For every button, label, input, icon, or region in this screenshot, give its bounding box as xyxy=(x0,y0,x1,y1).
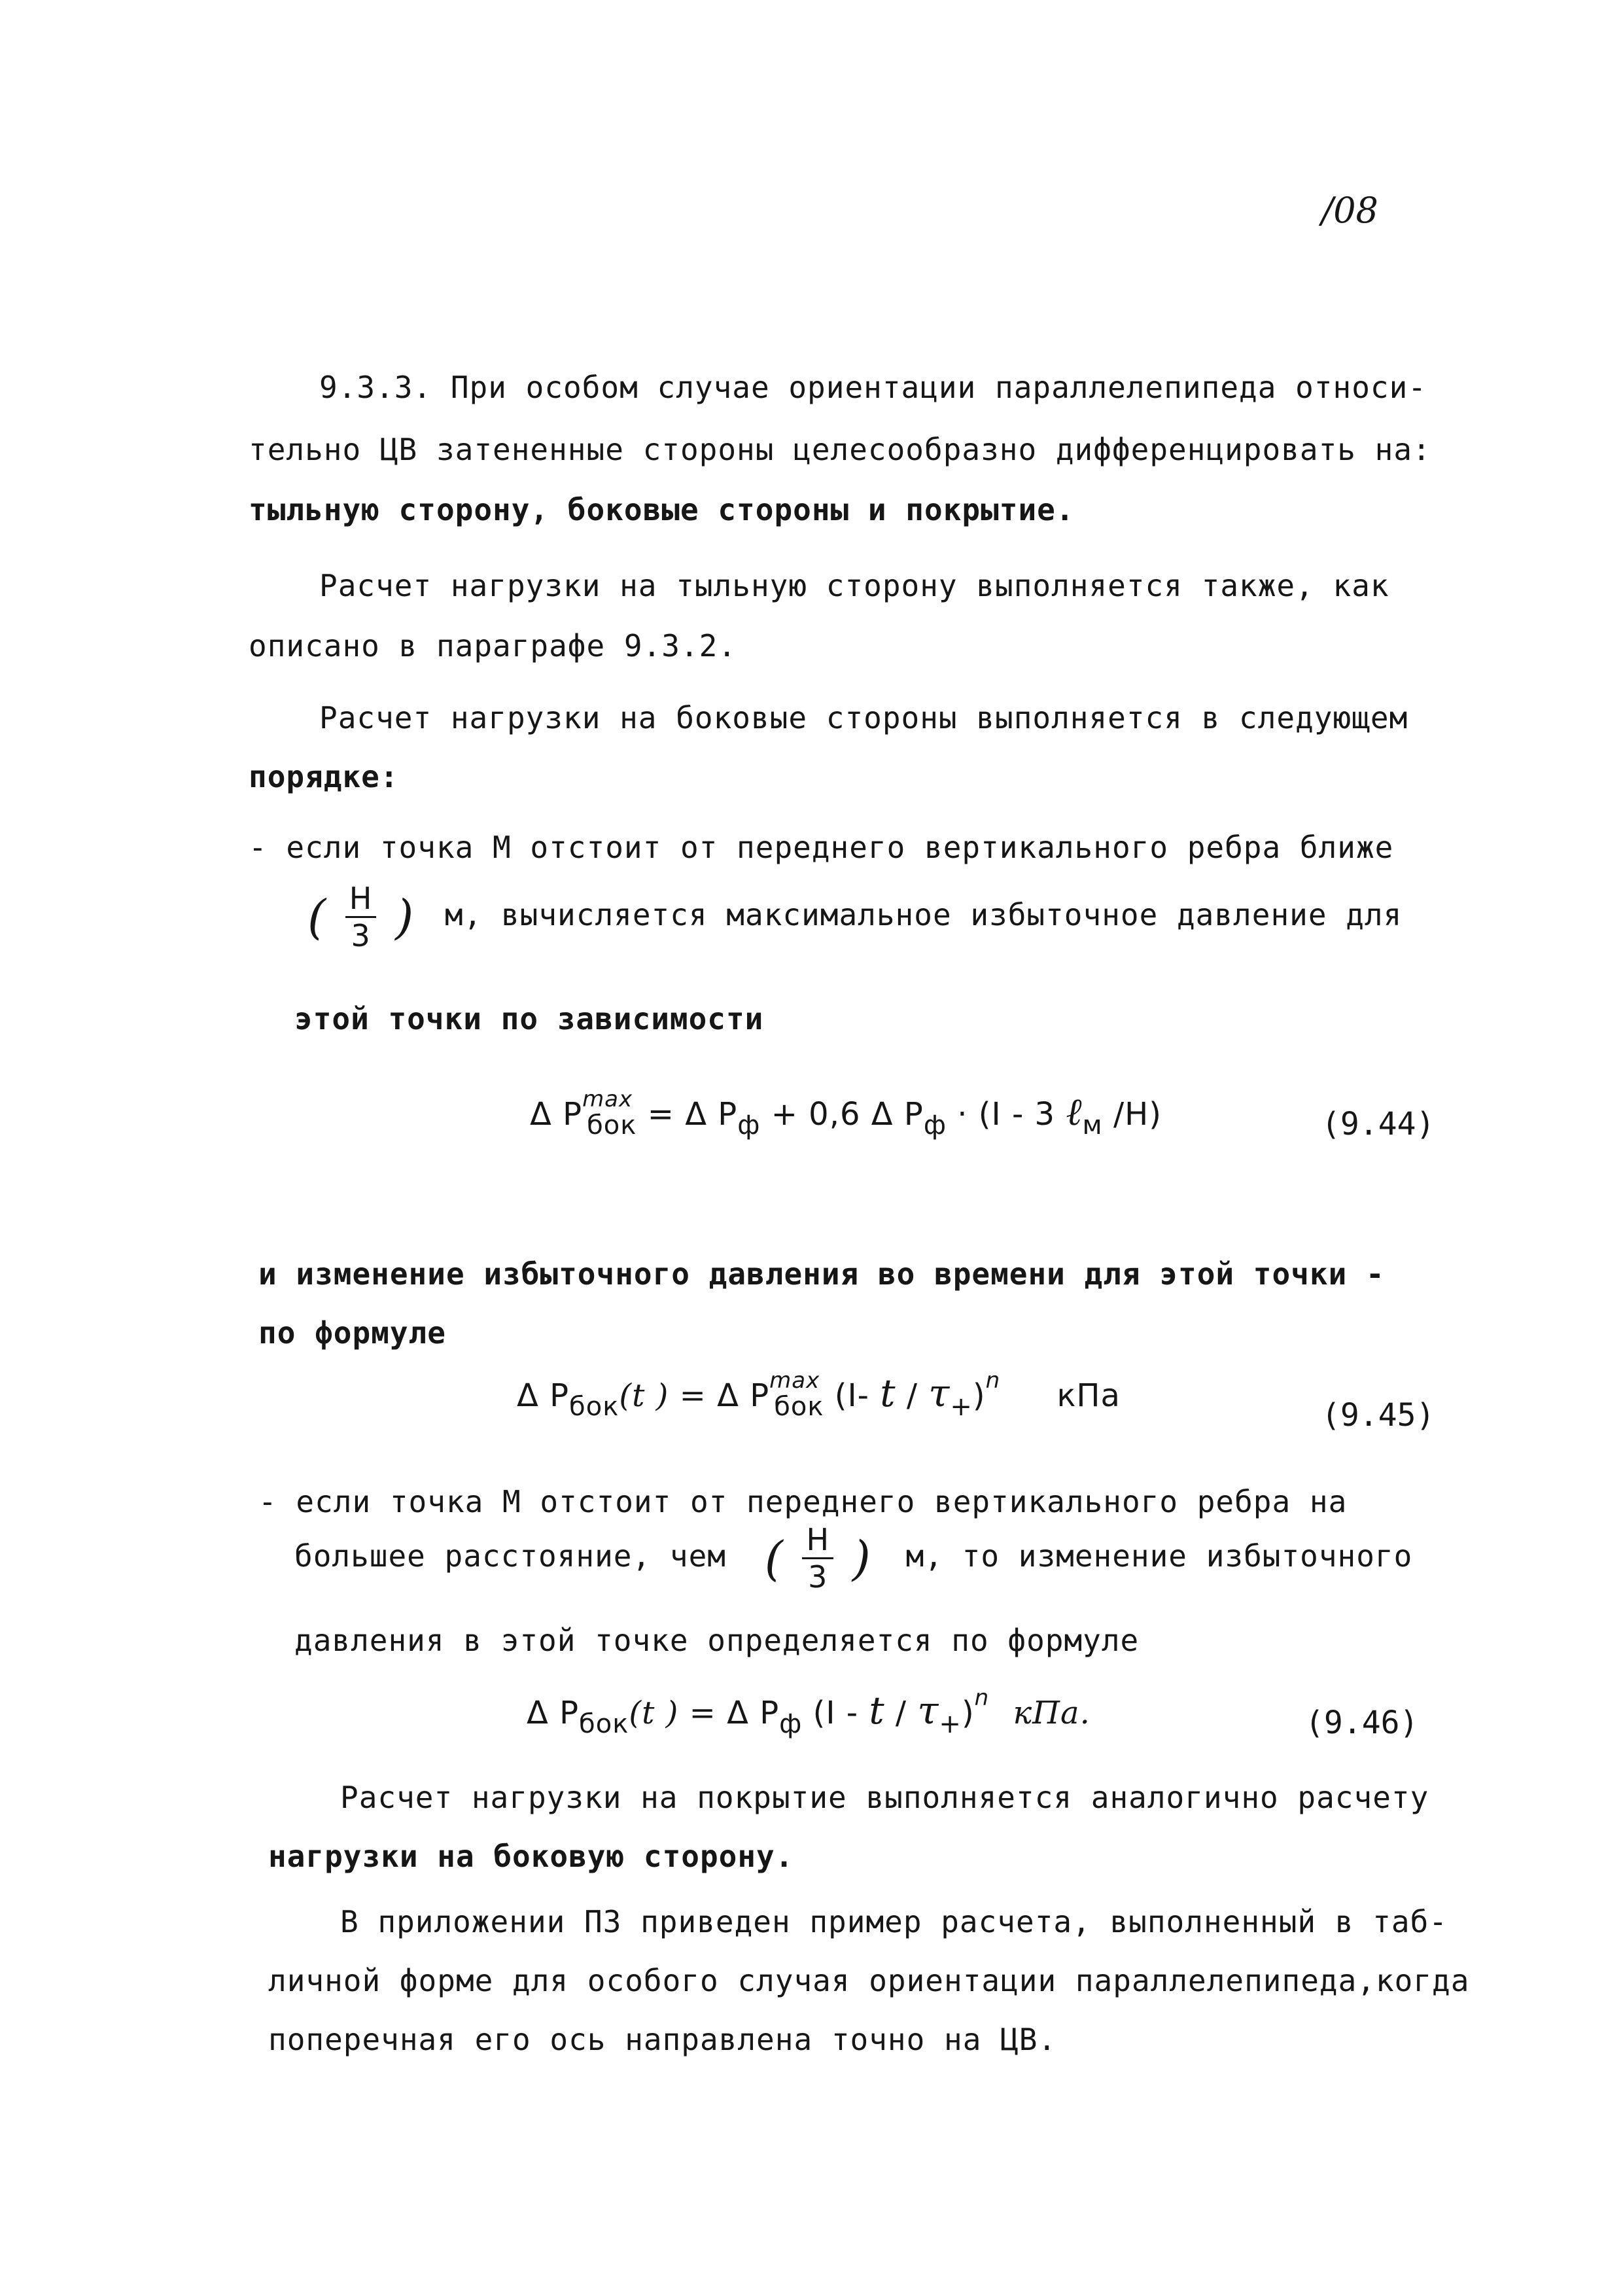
item-1-line-1: - если точка М отстоит от переднего вертикального ребра ближе xyxy=(249,830,1394,865)
paragraph-time-line-2: по формуле xyxy=(258,1315,446,1351)
close-paren: ) xyxy=(395,889,415,945)
item-2-line-2 xyxy=(294,1522,1413,1595)
item-1-line-3: этой точки по зависимости xyxy=(294,1001,764,1036)
paragraph-side-walls-line-1: Расчет нагрузки на боковые стороны выполняется в следующем xyxy=(319,700,1408,735)
paragraph-roof-line-1: Расчет нагрузки на покрытие выполняется аналогично расчету xyxy=(340,1780,1429,1815)
equation-9-45: Δ $P_{бок}(t$ ) = Δ $P^{max}_{бок}$ (I- t / $\tau_+)^n$ кПа xyxy=(517,1368,1121,1422)
item-2-line-2-text-b: м, то изменение избыточного xyxy=(905,1538,1413,1574)
paragraph-9-3-3-line-2: тельно ЦВ затененные стороны целесообразно дифференцировать на: xyxy=(249,432,1431,467)
item-1-line-2-text: м, вычисляется максимальное избыточное давление для xyxy=(444,897,1403,932)
close-paren: ) xyxy=(852,1530,871,1586)
paragraph-9-3-3-line-3: тыльную сторону, боковые стороны и покрытие. xyxy=(249,492,1075,527)
equation-9-44: Δ $P^{max}_{бок} = \Delta$ $P_ф + 0,6$ Δ $P_ф \cdot (I - 3$ ℓ$_м$ /H) xyxy=(530,1086,1162,1140)
paragraph-roof-line-2: нагрузки на боковую сторону. xyxy=(268,1839,794,1874)
open-paren: ( xyxy=(307,889,327,945)
paragraph-back-side-line-1: Расчет нагрузки на тыльную сторону выполняется также, как xyxy=(319,568,1389,603)
fraction-h-over-3: $\frac{H}{3}$ xyxy=(802,1525,833,1592)
paragraph-appendix-line-3: поперечная его ось направлена точно на ЦВ. xyxy=(268,2022,1057,2057)
page-number: /08 xyxy=(1321,190,1378,231)
paragraph-side-walls-line-2: порядке: xyxy=(249,759,399,794)
equation-number-9-46: (9.46) xyxy=(1305,1704,1419,1741)
fraction-h-over-3: $\frac{H}{3}$ xyxy=(345,883,377,951)
paragraph-time-line-1: и изменение избыточного давления во времени для этой точки - xyxy=(258,1256,1385,1292)
paragraph-back-side-line-2: описано в параграфе 9.3.2. xyxy=(249,628,737,663)
item-2-line-3: давления в этой точке определяется по формуле xyxy=(294,1623,1140,1658)
equation-number-9-45: (9.45) xyxy=(1321,1397,1435,1434)
item-2-line-2-text-a: большее расстояние, чем xyxy=(294,1538,726,1574)
item-1-line-2 xyxy=(307,883,1402,951)
paragraph-appendix-line-1: В приложении ПЗ приведен пример расчета, выполненный в таб- xyxy=(340,1904,1448,1939)
paragraph-9-3-3-line-1: 9.3.3. При особом случае ориентации параллелепипеда относи- xyxy=(319,370,1427,405)
item-2-line-1: - если точка М отстоит от переднего вертикального ребра на xyxy=(258,1484,1348,1519)
open-paren: ( xyxy=(764,1530,784,1586)
equation-9-46: Δ $P_{бок}(t$ ) = Δ $P_ф$ (I - t / $\tau_+)^n$ кПа. xyxy=(527,1685,1091,1739)
paragraph-appendix-line-2: личной форме для особого случая ориентации параллелепипеда,когда xyxy=(268,1963,1470,1998)
equation-number-9-44: (9.44) xyxy=(1321,1106,1435,1142)
